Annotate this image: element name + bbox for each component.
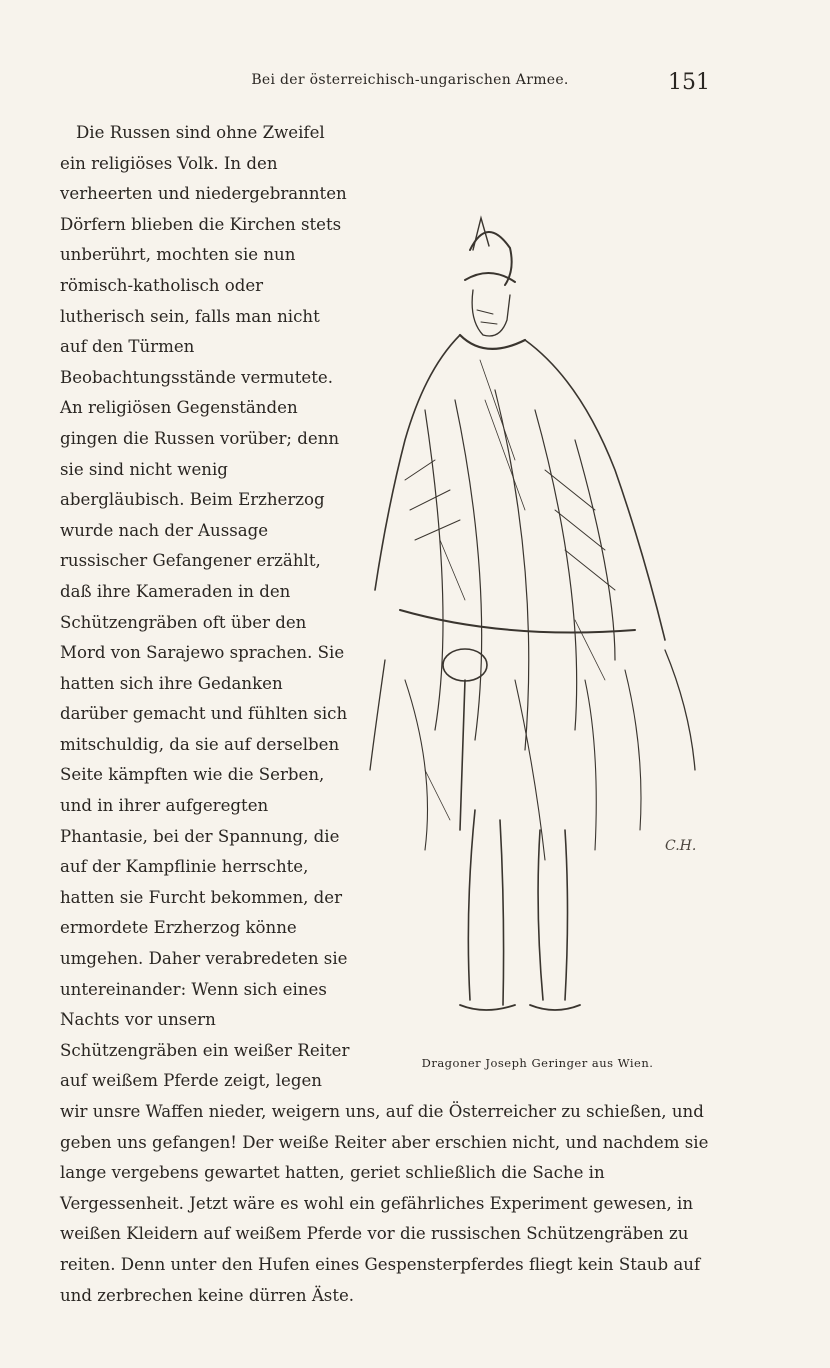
page-number: 151 bbox=[668, 70, 710, 95]
illustration-figure bbox=[365, 210, 710, 1072]
dragoon-sketch bbox=[365, 210, 710, 1040]
running-title: Bei der österreichisch-ungarischen Armee. bbox=[251, 72, 569, 88]
paragraph-text: Die Russen sind ohne Zweifel ein religiöses Volk. In den verheerten und niedergebrannten Dörfern blieben die Kirchen stets unberührt, mochten sie nun römisch-katholisch oder lutherisch sein, falls man nicht auf den Türmen Beobachtungsstände vermutete. An religiösen Gegenständen gingen die Russen vorüber; denn sie sind nicht wenig abergläubisch. Beim Erzherzog wurde nach der Aussage russischer Gefangener erzählt, daß ihre Kameraden in den Schützengräben oft über den Mord von Sarajewo sprachen. Sie hatten sich ihre Gedanken darüber gemacht und fühlten sich mitschuldig, da sie auf derselben Seite kämpften wie die Serben, und in ihrer aufgeregten Phantasie, bei der Spannung, die auf der Kampflinie herrschte, hatten sie Furcht bekommen, der ermordete Erzherzog könne umgehen. Daher verabredeten sie untereinander: Wenn sich eines Nachts vor unsern Schützengräben ein weißer Reiter auf weißem Pferde zeigt, legen wir unsre Waffen nieder, weigern uns, auf die Österreicher zu schießen, und geben uns gefangen! Der weiße Reiter aber erschien nicht, und nachdem sie lange vergebens gewartet hatten, geriet schließlich die Sache in Vergessenheit. Jetzt wäre es wohl ein gefährliches Experiment gewesen, in weißen Kleidern auf weißem Pferde vor die russischen Schützengräben zu reiten. Denn unter den Hufen eines Gespensterpferdes fliegt kein Staub auf und zerbrechen keine dürren Äste. bbox=[60, 123, 709, 1305]
figure-caption: Dragoner Joseph Geringer aus Wien. bbox=[421, 1056, 654, 1070]
signature: C.H. bbox=[665, 838, 697, 854]
body-text-block bbox=[60, 118, 710, 1311]
